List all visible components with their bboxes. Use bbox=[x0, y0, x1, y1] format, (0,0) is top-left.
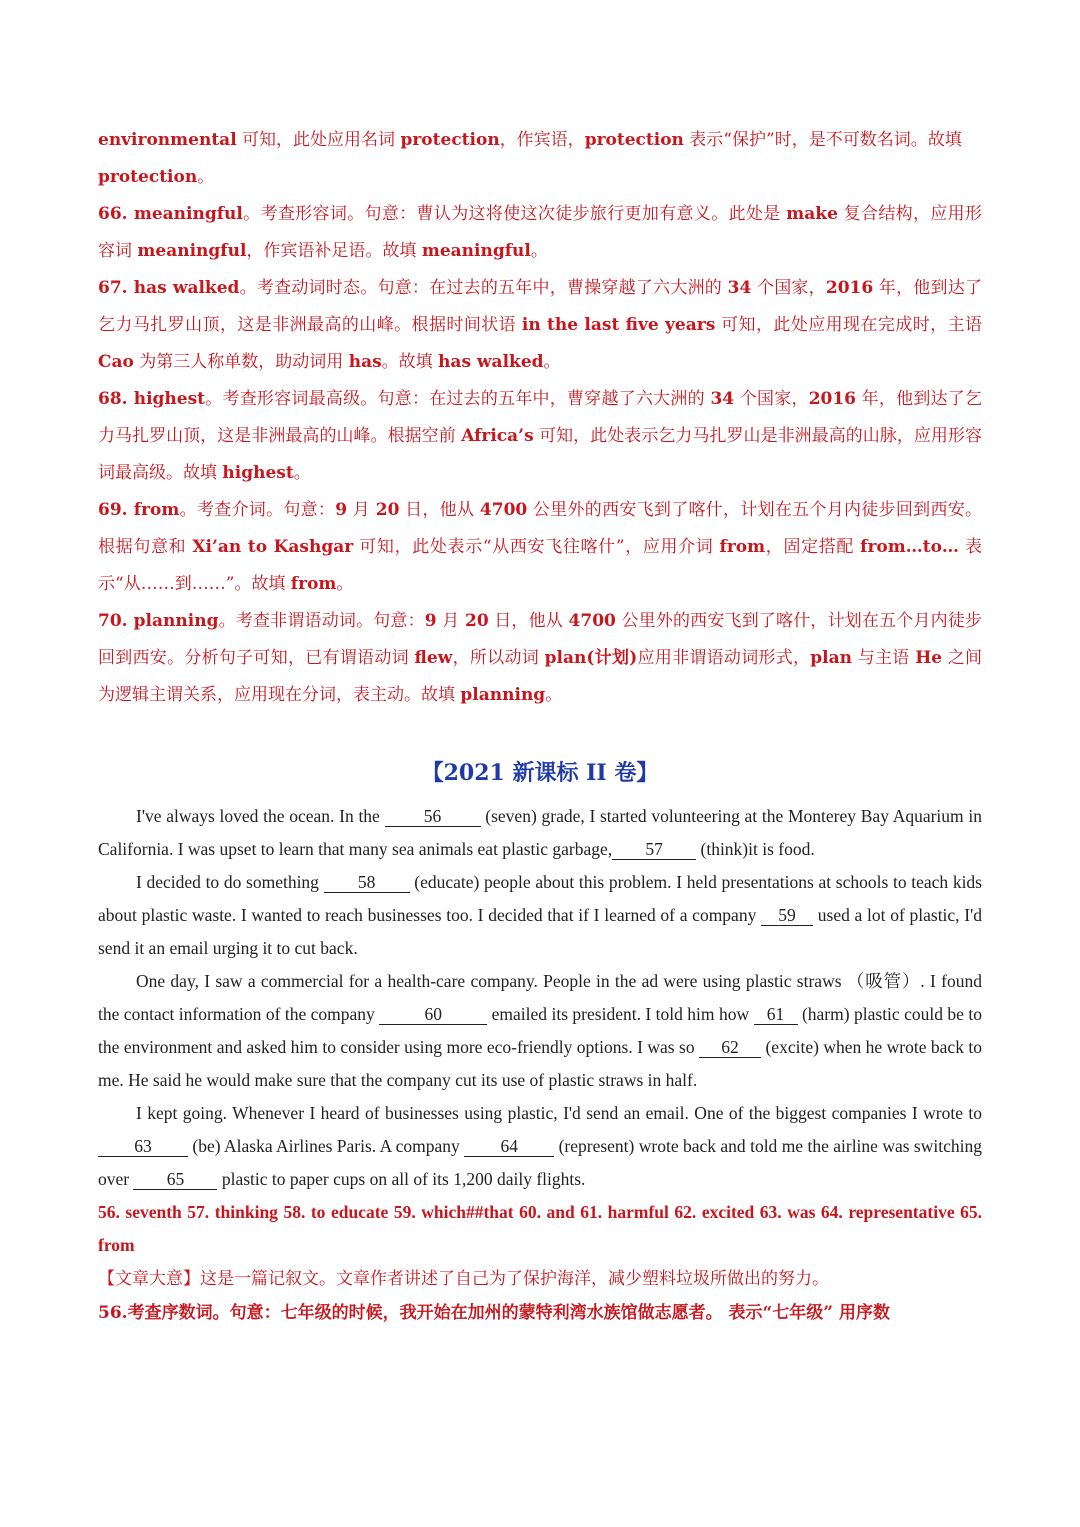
explanation-66: 66. meaningful。考查形容词。句意：曹认为这将使这次徒步旅行更加有意义。此处是 make 复合结构，应用形容词 meaningful，作宾语补足语。故填 meaningful。 bbox=[98, 204, 982, 261]
blank-63[interactable]: 63 bbox=[98, 1136, 188, 1157]
explanation-65-tail: environmental 可知，此处应用名词 protection，作宾语，protection 表示“保护”时，是不可数名词。故填 protection。 bbox=[98, 130, 962, 187]
passage-paragraph-2: I decided to do something 58 (educate) people about this problem. I held presentations at schools to teach kids about plastic waste. I wanted to reach businesses too. I decided that if I learned of a company 59 used a lot of plastic, I'd send it an email urging it to cut back. bbox=[98, 872, 982, 958]
blank-65[interactable]: 65 bbox=[133, 1169, 217, 1190]
passage-paragraph-4: I kept going. Whenever I heard of businesses using plastic, I'd send an email. One of the biggest companies I wrote to 63 (be) Alaska Airlines Paris. A company 64 (represent) wrote back and told me the airline was switching over 65 plastic to paper cups on all of its 1,200 daily flights. bbox=[98, 1103, 982, 1189]
blank-56[interactable]: 56 bbox=[385, 806, 481, 827]
answer-key: 56. seventh 57. thinking 58. to educate 59. which##that 60. and 61. harmful 62. excited 63. was 64. representative 65. from bbox=[98, 1202, 982, 1255]
passage-paragraph-3: One day, I saw a commercial for a health-care company. People in the ad were using plastic straws （吸管）. I found the contact information of the company 60 emailed its president. I told him how 61 (harm) plastic could be to the environment and asked him to consider using more eco-friendly options. I was so 62 (excite) when he wrote back to me. He said he would make sure that the company cut its use of plastic straws in half. bbox=[98, 971, 982, 1090]
passage bbox=[98, 800, 982, 1196]
blank-59[interactable]: 59 bbox=[761, 905, 813, 926]
explanation-67: 67. has walked。考查动词时态。句意：在过去的五年中，曹操穿越了六大洲的 34 个国家，2016 年，他到达了乞力马扎罗山顶，这是非洲最高的山峰。根据时间状语 in the last five years 可知，此处应用现在完成时，主语 Cao 为第三人称单数，助动词用 has。故填 has walked。 bbox=[98, 278, 982, 372]
blank-58[interactable]: 58 bbox=[324, 872, 410, 893]
blank-64[interactable]: 64 bbox=[464, 1136, 554, 1157]
blank-61[interactable]: 61 bbox=[754, 1004, 798, 1025]
blank-62[interactable]: 62 bbox=[699, 1037, 761, 1058]
explanation-70: 70. planning。考查非谓语动词。句意：9 月 20 日，他从 4700 公里外的西安飞到了喀什，计划在五个月内徒步回到西安。分析句子可知，已有谓语动词 flew，所以动词 plan(计划)应用非谓语动词形式，plan 与主语 He 之间为逻辑主谓关系，应用现在分词，表主动。故填 planning。 bbox=[98, 611, 983, 705]
section-title: 【2021 新课标 II 卷】 bbox=[421, 760, 659, 786]
blank-57[interactable]: 57 bbox=[612, 839, 696, 860]
explanation-68: 68. highest。考查形容词最高级。句意：在过去的五年中，曹穿越了六大洲的 34 个国家，2016 年，他到达了乞力马扎罗山顶，这是非洲最高的山峰。根据空前 Africa’s 可知，此处表示乞力马扎罗山是非洲最高的山脉，应用形容词最高级。故填 highest。 bbox=[98, 389, 983, 483]
content bbox=[98, 122, 982, 1330]
explanation-56: 56.考查序数词。句意：七年级的时候，我开始在加州的蒙特利湾水族馆做志愿者。 表示“七年级” 用序数 bbox=[98, 1303, 890, 1323]
article-summary: 【文章大意】这是一篇记叙文。文章作者讲述了自己为了保护海洋，减少塑料垃圾所做出的努力。 bbox=[98, 1269, 829, 1289]
explanation-69: 69. from。考查介词。句意：9 月 20 日，他从 4700 公里外的西安飞到了喀什，计划在五个月内徒步回到西安。根据句意和 Xi’an to Kashgar 可知，此处表示“从西安飞往喀什”，应用介词 from，固定搭配 from…to… 表示“从……到……”。故填 from。 bbox=[98, 500, 983, 594]
passage-paragraph-1: I've always loved the ocean. In the 56 (seven) grade, I started volunteering at the Monterey Bay Aquarium in California. I was upset to learn that many sea animals eat plastic garbage, 57 (think)it is food. bbox=[98, 806, 982, 859]
blank-60[interactable]: 60 bbox=[379, 1004, 487, 1025]
